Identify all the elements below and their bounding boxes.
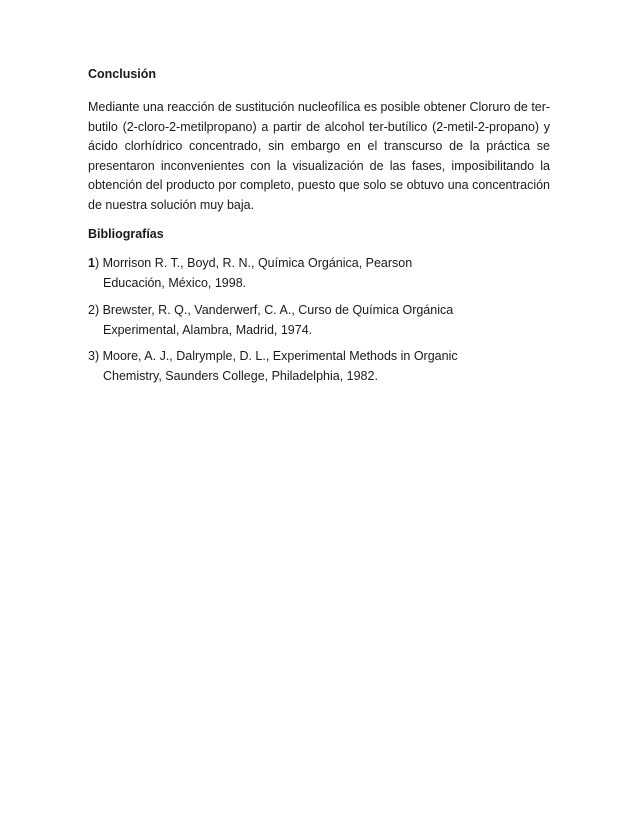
bibliography-entry-continuation: Experimental, Alambra, Madrid, 1974. [103, 322, 313, 337]
bibliography-entry-text: Morrison R. T., Boyd, R. N., Química Orgánica, Pearson [99, 256, 413, 270]
conclusion-heading: Conclusión [88, 67, 157, 81]
bibliography-heading: Bibliografías [88, 227, 164, 241]
conclusion-line: de nuestra solución muy baja. [88, 197, 255, 212]
bibliography-entry-continuation: Chemistry, Saunders College, Philadelphia, 1982. [103, 368, 378, 383]
conclusion-line: butilo (2-cloro-2-metilpropano) a partir de alcohol ter-butílico (2-metil-2-propano) y [88, 119, 550, 134]
bibliography-entry-number: 1 [88, 256, 95, 270]
conclusion-line: Mediante una reacción de sustitución nucleofílica es posible obtener Cloruro de ter- [88, 100, 551, 114]
conclusion-paragraph [88, 98, 550, 216]
bibliography-entry-number-suffix: ) [94, 256, 100, 270]
bibliography-entry-number: 3) [88, 349, 100, 363]
bibliography-entry [88, 301, 488, 340]
bibliography-entry-line [88, 301, 488, 321]
bibliography-entry-text: Brewster, R. Q., Vanderwerf, C. A., Curso de Química Orgánica [99, 303, 454, 317]
bibliography-entry-continuation: Educación, México, 1998. [103, 275, 247, 290]
bibliography-entry [88, 347, 488, 386]
bibliography-entry-line [88, 347, 488, 367]
bibliography-entry-line [88, 254, 488, 274]
bibliography-entry-text: Moore, A. J., Dalrymple, D. L., Experimental Methods in Organic [99, 349, 458, 363]
conclusion-line: obtención del producto por completo, puesto que solo se obtuvo una concentración [88, 178, 550, 193]
bibliography-entry-number: 2) [88, 303, 100, 317]
conclusion-line: ácido clorhídrico concentrado, sin embargo en el transcurso de la práctica se [88, 139, 550, 154]
conclusion-line: presentaron inconvenientes con la visualización de las fases, imposibilitando la [88, 158, 550, 173]
bibliography-entry [88, 254, 488, 293]
